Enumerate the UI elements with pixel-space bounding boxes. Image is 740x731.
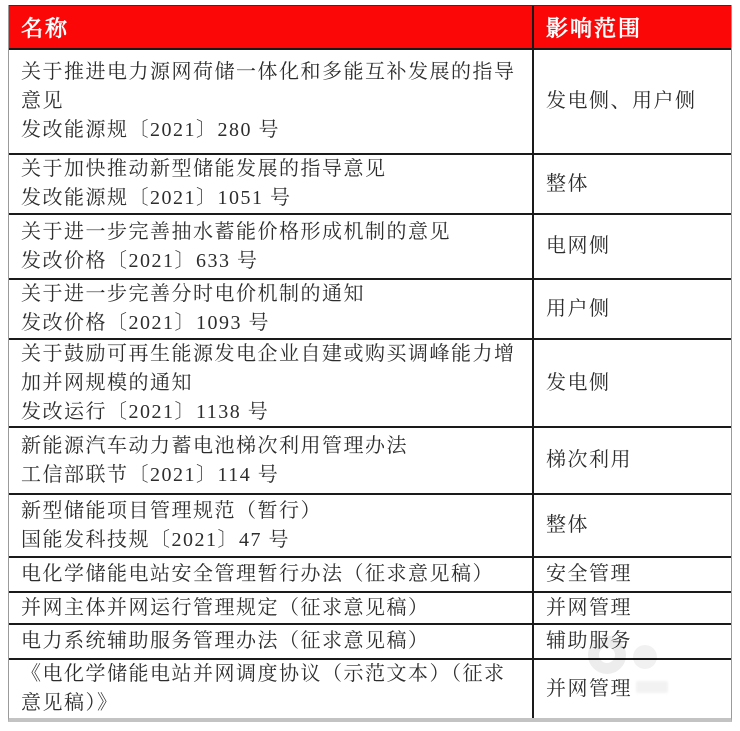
policy-title: 关于进一步完善抽水蓄能价格形成机制的意见 (21, 220, 451, 243)
impact-scope-cell: 并网管理 (546, 596, 632, 619)
impact-scope-cell: 整体 (546, 514, 589, 536)
policy-title: 电化学储能电站安全管理暂行办法（征求意见稿） (21, 563, 494, 585)
impact-scope-cell: 发电侧 (546, 371, 611, 394)
policy-title: 关于推进电力源网荷储一体化和多能互补发展的指导意见 (21, 61, 516, 112)
policy-name-cell (9, 428, 534, 493)
header-cell-scope: 影响范围 (546, 15, 643, 41)
table-row (9, 280, 731, 340)
table-row (9, 215, 731, 280)
impact-scope-cell: 整体 (546, 172, 589, 195)
policy-doc-number: 发改运行〔2021〕1138 号 (21, 400, 270, 423)
table-header-row (9, 5, 731, 50)
policy-title: 新型储能项目管理规范（暂行） (21, 499, 322, 522)
impact-scope-cell: 辅助服务 (546, 630, 632, 652)
policy-title: 关于鼓励可再生能源发电企业自建或购买调峰能力增加并网规模的通知 (21, 342, 516, 394)
policy-name-cell (9, 155, 534, 213)
policy-table (8, 5, 732, 722)
table-row (9, 593, 731, 625)
table-row (9, 625, 731, 660)
policy-title: 关于加快推动新型储能发展的指导意见 (21, 158, 387, 180)
policy-doc-number: 工信部联节〔2021〕114 号 (21, 463, 280, 486)
impact-scope-cell: 电网侧 (546, 235, 611, 257)
impact-scope-cell: 发电侧、用户侧 (546, 90, 697, 112)
policy-doc-number: 发改能源规〔2021〕1051 号 (21, 187, 292, 209)
policy-name-cell (9, 660, 534, 718)
policy-name-cell (9, 50, 534, 153)
table-row (9, 558, 731, 593)
policy-name-cell (9, 558, 534, 591)
policy-title: 并网主体并网运行管理规定（征求意见稿） (21, 596, 430, 619)
policy-name-cell (9, 625, 534, 658)
table-row (9, 340, 731, 428)
table-row (9, 50, 731, 155)
policy-title: 新能源汽车动力蓄电池梯次利用管理办法 (21, 434, 408, 457)
policy-name-cell (9, 593, 534, 623)
impact-scope-cell: 并网管理 (546, 677, 632, 700)
policy-title: 关于进一步完善分时电价机制的通知 (21, 283, 365, 305)
policy-doc-number: 发改能源规〔2021〕280 号 (21, 119, 280, 141)
policy-name-cell (9, 340, 534, 426)
policy-doc-number: 发改价格〔2021〕633 号 (21, 249, 259, 272)
header-cell-name: 名称 (9, 6, 534, 48)
policy-title: 《电化学储能电站并网调度协议（示范文本）（征求意见稿）》 (21, 663, 506, 714)
table-row (9, 495, 731, 558)
policy-name-cell (9, 495, 534, 556)
table-row (9, 155, 731, 215)
policy-title: 电力系统辅助服务管理办法（征求意见稿） (21, 630, 430, 652)
policy-name-cell (9, 215, 534, 278)
table-row (9, 660, 731, 718)
impact-scope-cell: 安全管理 (546, 563, 632, 585)
impact-scope-cell: 用户侧 (546, 297, 611, 320)
impact-scope-cell: 梯次利用 (546, 449, 632, 471)
policy-doc-number: 发改价格〔2021〕1093 号 (21, 312, 270, 334)
policy-doc-number: 国能发科技规〔2021〕47 号 (21, 528, 290, 551)
policy-name-cell (9, 280, 534, 338)
table-row (9, 428, 731, 495)
